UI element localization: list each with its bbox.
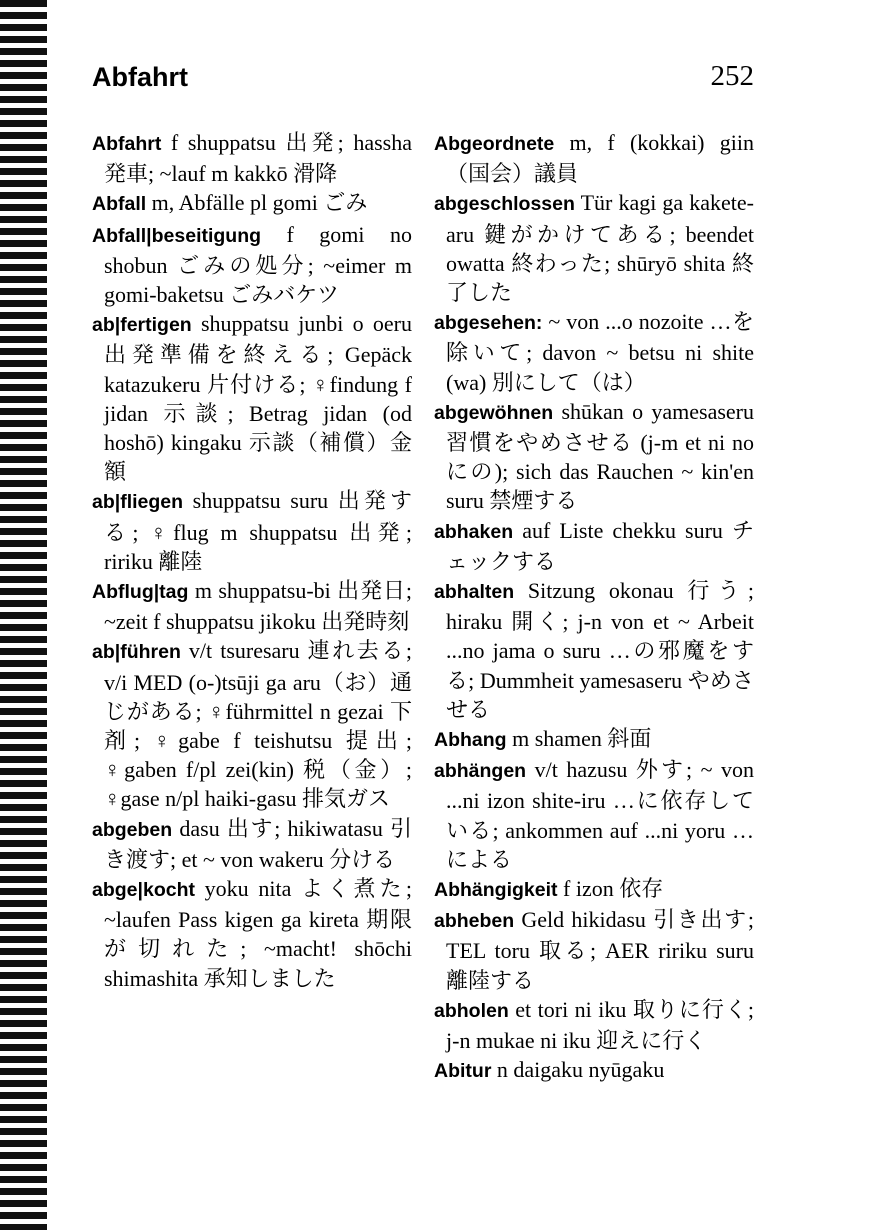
- entry-definition: v/t tsuresaru 連れ去る; v/i MED (o-)tsūji ga aru（お）通じがある; ♀führmittel n gezai 下剤; ♀gabe f teishutsu 提出; ♀gaben f/pl zei(kin) 税（金）; ♀gase n/pl haiki-gasu 排気ガス: [104, 638, 412, 812]
- dictionary-entry: [434, 724, 754, 755]
- entry-headword: abhaken: [434, 520, 514, 543]
- dictionary-entry: [92, 636, 412, 813]
- entry-headword: abgeschlossen: [434, 193, 575, 216]
- entry-definition: et tori ni iku 取りに行く; j-n mukae ni iku 迎えに行く: [446, 996, 754, 1054]
- thumb-index-strip: [0, 0, 47, 1230]
- entry-headword: abgewöhnen: [434, 401, 554, 424]
- entry-headword: abge|kocht: [92, 879, 195, 902]
- entry-definition: f gomi no shobun ごみの処分; ~eimer m gomi-baketsu ごみバケツ: [104, 221, 412, 308]
- entry-headword: Abfall: [92, 193, 147, 216]
- dictionary-entry: [434, 188, 754, 307]
- dictionary-entry: [434, 995, 754, 1055]
- entry-headword: abhalten: [434, 581, 515, 604]
- dictionary-entry: [92, 814, 412, 874]
- entry-definition: f izon 依存: [557, 876, 664, 902]
- entry-definition: Sitzung okonau 行う; hiraku 開く; j-n von et ~ Arbeit ...no jama o suru …の邪魔をする; Dummheit yamesaseru やめさせる: [446, 578, 754, 722]
- entry-headword: abhängen: [434, 760, 527, 783]
- entry-definition: m shamen 斜面: [506, 726, 652, 752]
- entry-headword: abheben: [434, 910, 515, 933]
- dictionary-entry: [434, 128, 754, 188]
- dictionary-entry: [434, 905, 754, 995]
- entry-definition: shuppatsu suru 出発する; ♀flug m shuppatsu 出発; ririku 離陸: [104, 488, 412, 574]
- dictionary-entry: [92, 188, 412, 219]
- entry-headword: ab|fertigen: [92, 314, 192, 337]
- entry-definition: v/t hazusu 外す; ~ von ...ni izon shite-iru …に依存している; ankommen auf ...ni yoru …による: [446, 757, 754, 872]
- entry-headword: Abgeordnete: [434, 133, 555, 155]
- dictionary-entry: [92, 220, 412, 310]
- entry-headword: abgeben: [92, 818, 173, 841]
- entry-definition: m, Abfälle pl gomi ごみ: [146, 190, 368, 216]
- dictionary-entry: [434, 516, 754, 576]
- entry-headword: abholen: [434, 999, 509, 1022]
- entry-definition: Tür kagi ga kakete-aru 鍵がかけてある; beendet owatta 終わった; shūryō shita 終了した: [446, 190, 754, 306]
- entry-headword: Abfahrt: [92, 133, 162, 155]
- entry-definition: n daigaku nyūgaku: [491, 1057, 665, 1083]
- entry-headword: Abfall|beseitigung: [92, 224, 262, 247]
- entry-headword: Abhängigkeit: [434, 879, 558, 902]
- dictionary-entry: [434, 755, 754, 874]
- dictionary-entry: [434, 307, 754, 397]
- entry-definition: Geld hikidasu 引き出す; TEL toru 取る; AER ririku suru 離陸する: [446, 907, 754, 993]
- entry-definition: f shuppatsu 出発; hassha 発車; ~lauf m kakkō 滑降: [104, 130, 412, 187]
- dictionary-entry: [92, 486, 412, 576]
- dictionary-entry: [434, 576, 754, 724]
- entry-definition: ~ von ...o nozoite …を除いて; davon ~ betsu ni shite (wa) 別にして（は）: [446, 309, 754, 395]
- entry-definition: shuppatsu junbi o oeru 出発準備を終える; Gepäck katazukeru 片付ける; ♀findung f jidan 示談; Betrag jidan (od hoshō) kingaku 示談（補償）金額: [104, 311, 412, 485]
- dictionary-columns: [92, 128, 754, 1158]
- entry-headword: abgesehen:: [434, 312, 543, 335]
- running-head: Abfahrt: [92, 62, 188, 92]
- page-header: [92, 58, 754, 104]
- right-column: [434, 128, 754, 1158]
- dictionary-entry: [92, 128, 412, 188]
- entry-headword: Abitur: [434, 1060, 492, 1083]
- page-number: 252: [710, 60, 754, 92]
- dictionary-entry: [434, 397, 754, 516]
- entry-headword: Abflug|tag: [92, 581, 189, 604]
- dictionary-entry: [92, 874, 412, 993]
- entry-definition: auf Liste chekku suru チェックする: [446, 517, 754, 574]
- dictionary-entry: [92, 309, 412, 486]
- dictionary-entry: [434, 874, 754, 905]
- dictionary-entry: [434, 1055, 754, 1086]
- dictionary-entry: [92, 576, 412, 636]
- entry-headword: ab|führen: [92, 641, 181, 664]
- entry-definition: yoku nita よく煮た; ~laufen Pass kigen ga kireta 期限が切れた; ~macht! shōchi shimashita 承知しました: [104, 876, 412, 991]
- entry-definition: m, f (kokkai) giin（国会）議員: [446, 130, 754, 187]
- entry-headword: Abhang: [434, 729, 507, 752]
- entry-definition: dasu 出す; hikiwatasu 引き渡す; et ~ von wakeru 分ける: [104, 815, 412, 872]
- entry-definition: shūkan o yamesaseru 習慣をやめさせる (j-m et ni no にの); sich das Rauchen ~ kin'en suru 禁煙する: [446, 398, 754, 514]
- entry-definition: m shuppatsu-bi 出発日; ~zeit f shuppatsu jikoku 出発時刻: [104, 578, 412, 635]
- left-column: [92, 128, 412, 1158]
- entry-headword: ab|fliegen: [92, 491, 184, 514]
